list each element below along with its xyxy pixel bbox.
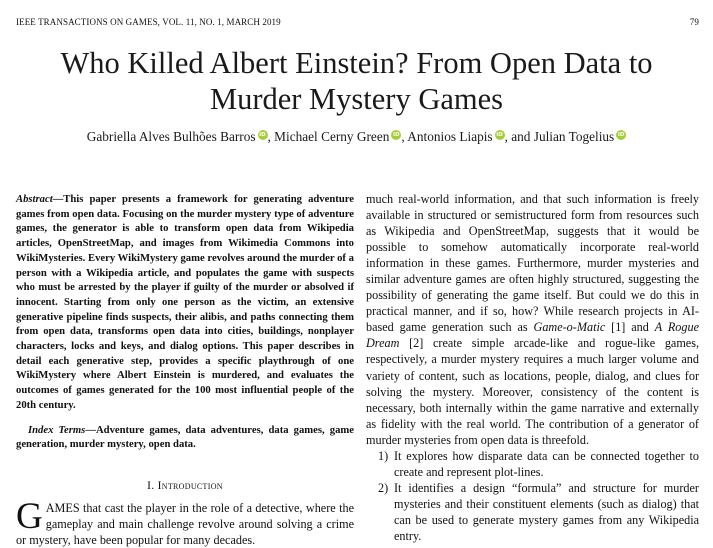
intro-first-word: AMES: [45, 500, 80, 515]
drop-cap: G: [16, 495, 43, 537]
index-terms-text: —Adventure games, data adventures, data games, game generation, murder mystery, open data.: [16, 424, 354, 451]
orcid-icon[interactable]: iD: [496, 131, 503, 138]
index-terms-lead: Index Terms: [28, 424, 86, 436]
abstract: [16, 193, 354, 414]
journal-name: IEEE TRANSACTIONS ON GAMES, VOL. 11, NO. 1, MARCH 2019: [16, 17, 281, 27]
section-heading: [16, 480, 354, 492]
list-item: [366, 480, 699, 544]
body-text: much real-world information, and that such information is freely available in structured or semistructured form from resources such as Wikipedia and OpenStreetMap, suggests that it would be possible to somehow automatically incorporate real-world information in these games. Furthermore, murder mysteries and similar adventure games are often highly structured, suggesting the possibility of generating the game itself. But could we do this in practical manner, and if so, how? While research projects in AI-based game generation such as: [366, 192, 699, 335]
body-text: [1] and: [605, 320, 655, 335]
body-text: [2] create simple arcade-like and rogue-like games, respectively, a murder mystery requires a much larger volume and variety of content, such as locations, people, dialog, and clues for solving the mystery. Moreover, consistency of the content is necessary, both internally within the game narrative and externally as fidelity with the real world. The contribution of a generator of murder mysteries from open data is threefold.: [366, 336, 699, 447]
index-terms: [16, 424, 354, 453]
list-text: It identifies a design “formula” and structure for murder mysteries and their constituent elements (such as dialog) that can be used to generate mystery games from any Wikipedia entry.: [394, 480, 699, 543]
right-column: [366, 191, 699, 544]
author-3: , Antonios Liapis: [401, 129, 493, 144]
paper-title: [0, 45, 713, 117]
game-title: Game-o-Matic: [533, 320, 606, 335]
list-number: 2): [378, 480, 389, 495]
page-number: 79: [689, 17, 699, 27]
section-number: I.: [147, 479, 158, 492]
running-head: [16, 17, 699, 27]
intro-text: that cast the player in the role of a detective, where the gameplay and main challenge revolve around solving a crime or mystery, have been popular for many decades.: [16, 500, 354, 547]
list-number: 1): [378, 448, 389, 463]
author-1: Gabriella Alves Bulhões Barros: [86, 129, 256, 144]
abstract-text: —This paper presents a framework for generating adventure games from open data. Focusing on the murder mystery type of adventure games, the generator is able to transform open data from Wikipedia articles, OpenStreetMap, and images from Wikimedia Commons into WikiMysteries. Every WikiMystery game revolves around the murder of a person with a Wikipedia article, and populates the game with suspects who must be arrested by the player if guilty of the murder or absolved if innocent. Starting from only one person as the victim, an extensive generative pipeline finds suspects, their alibis, and paths connecting them from open data, transforms open data into cities, buildings, nonplayer characters, locks and keys, and dialog options. This paper describes in detail each generative step, provides a specific playthrough of one WikiMystery where Albert Einstein is murdered, and evaluates the outcomes of games generated for the 100 most influential people of the 20th century.: [16, 194, 354, 411]
abstract-lead: Abstract: [16, 194, 53, 205]
author-4: , and Julian Togelius: [504, 129, 615, 144]
list-text: It explores how disparate data can be connected together to create and represent plot-lines.: [394, 448, 699, 479]
orcid-icon[interactable]: iD: [393, 131, 400, 138]
author-list: [0, 129, 713, 145]
list-item: [366, 448, 699, 480]
contribution-list: [366, 448, 699, 544]
orcid-icon[interactable]: iD: [618, 131, 625, 138]
body-paragraph: [366, 191, 699, 448]
title-line-1: Who Killed Albert Einstein? From Open Data to: [60, 46, 653, 80]
author-2: , Michael Cerny Green: [267, 129, 390, 144]
intro-paragraph: [16, 495, 354, 548]
orcid-icon[interactable]: iD: [259, 131, 266, 138]
title-line-2: Murder Mystery Games: [209, 82, 504, 116]
left-column: [16, 193, 354, 548]
game-title: A Rogue Dream: [366, 320, 699, 351]
section-title: Introduction: [157, 479, 223, 492]
